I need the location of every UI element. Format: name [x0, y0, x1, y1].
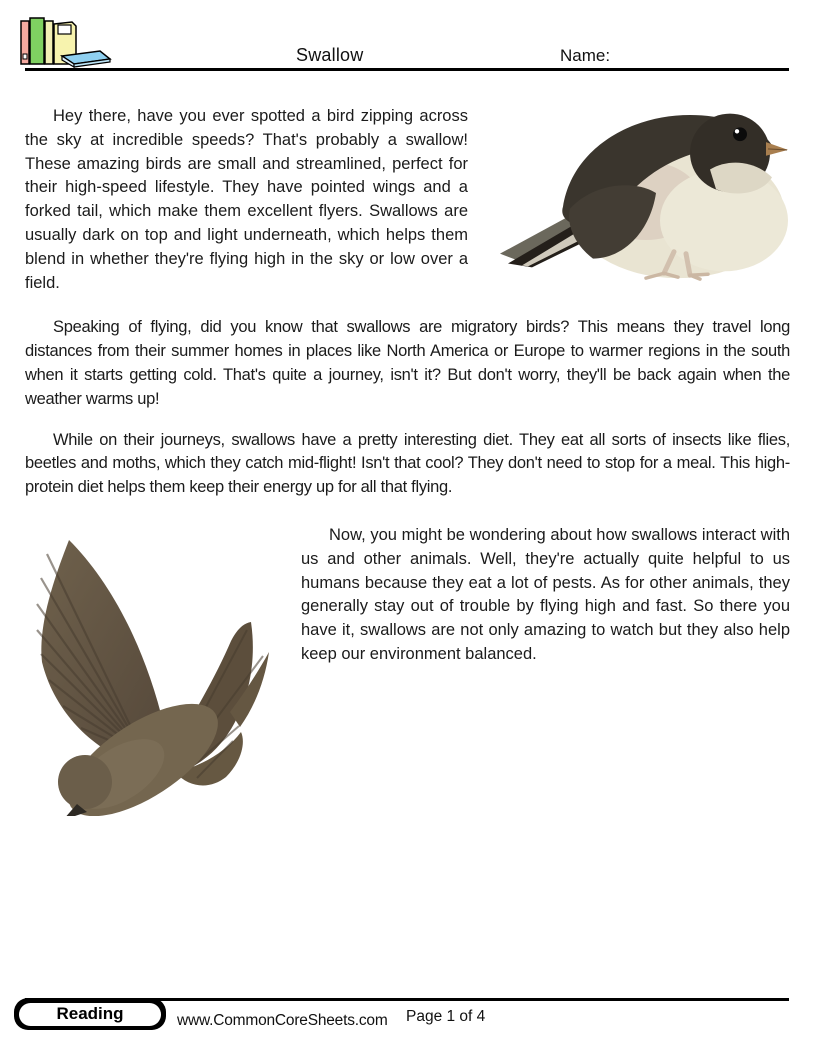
paragraph-4: Now, you might be wondering about how swallows interact with us and other animals. Well, they're actually quite helpful to us humans because they eat a lot of pests. As for other animals, they generally stay out of trouble by flying high and fast. So there you have it, swallows are not only amazing to watch but they also help keep our environment balanced. — [301, 525, 790, 663]
page-number: Page 1 of 4 — [406, 1008, 486, 1025]
paragraph-4-block — [25, 524, 790, 820]
header — [0, 0, 816, 71]
reading-badge — [14, 998, 166, 1030]
paragraph-3: While on their journeys, swallows have a pretty interesting diet. They eat all sorts of insects like flies, beetles and moths, which they catch mid-flight! Isn't that cool? They don't need to stop for a meal. This high-protein diet helps them keep their energy up for all that flying. — [25, 430, 790, 497]
paragraph-2: Speaking of flying, did you know that swallows are migratory birds? This means they travel long distances from their summer homes in places like North America or Europe to warmer regions in the south when it starts getting cold. That's quite a journey, isn't it? But don't worry, they'll be back again when the weather warms up! — [25, 318, 790, 408]
reading-badge-label: Reading — [56, 1004, 124, 1023]
reading-passage — [25, 71, 790, 820]
reading-badge-inner — [19, 1003, 161, 1026]
books-logo-icon — [18, 14, 114, 68]
name-label: Name: — [560, 46, 611, 65]
paragraph-1-block — [25, 105, 790, 295]
website-link[interactable]: www.CommonCoreSheets.com — [177, 1012, 388, 1029]
worksheet-title: Swallow — [296, 45, 364, 65]
perched-swallow-image — [478, 99, 790, 285]
paragraph-1: Hey there, have you ever spotted a bird zipping across the sky at incredible speeds? That's probably a swallow! These amazing birds are small and streamlined, perfect for their high-speed lifestyle. They have pointed wings and a forked tail, which make them excellent flyers. Swallows are usually dark on top and light underneath, which helps them blend in whether they're flying high in the sky or low over a field. — [25, 107, 468, 292]
flying-swallow-image — [25, 526, 289, 816]
